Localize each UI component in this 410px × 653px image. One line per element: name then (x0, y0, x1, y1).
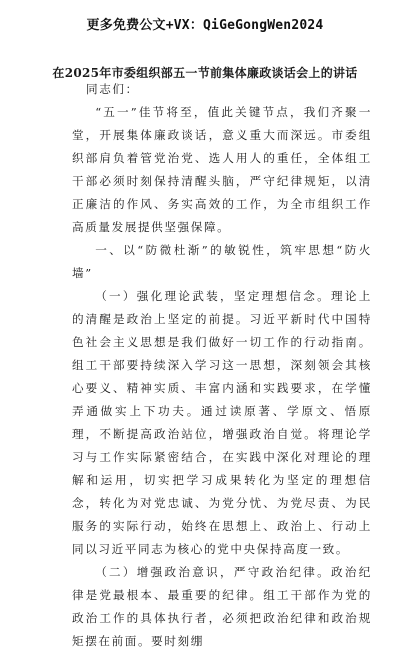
document-title: 在2025年市委组织部五一节前集体廉政谈话会上的讲话 (52, 66, 358, 80)
section-heading-1: 一、以“防微杜渐”的敏锐性，筑牢思想“防火墙” (72, 243, 372, 280)
salutation: 同志们： (86, 82, 139, 96)
document-body (72, 101, 372, 653)
promo-banner: 更多免费公文+VX：QiGeGongWen2024 (86, 18, 324, 33)
paragraph-section-1-1: （一）强化理论武装，坚定理想信念。理论上的清醒是政治上坚定的前提。习近平新时代中国特色社会主义思想是我们做好一切工作的行动指南。组工干部要持续深入学习这一思想，深刻领会其核心要义、精神实质、丰富内涵和实践要求，在学懂弄通做实上下功夫。通过读原著、学原文、悟原理，不断提高政治站位，增强政治自觉。将理论学习与工作实际紧密结合，在实践中深化对理论的理解和运用，切实把学习成果转化为坚定的理想信念，转化为对党忠诚、为党分忧、为党尽责、为民服务的实际行动，始终在思想上、政治上、行动上同以习近平同志为核心的党中央保持高度一致。 (72, 289, 372, 556)
paragraph-section-1-2: （二）增强政治意识，严守政治纪律。政治纪律是党最根本、最重要的纪律。组工干部作为党的政治工作的具体执行者，必须把政治纪律和政治规矩摆在前面。要时刻绷 (72, 565, 372, 648)
paragraph-intro: “五一”佳节将至，值此关键节点，我们齐聚一堂，开展集体廉政谈话，意义重大而深远。市委组织部肩负着管党治党、选人用人的重任，全体组工干部必须时刻保持清醒头脑，严守纪律规矩，以清正廉洁的作风、务实高效的工作，为全市组织工作高质量发展提供坚强保障。 (72, 105, 372, 234)
